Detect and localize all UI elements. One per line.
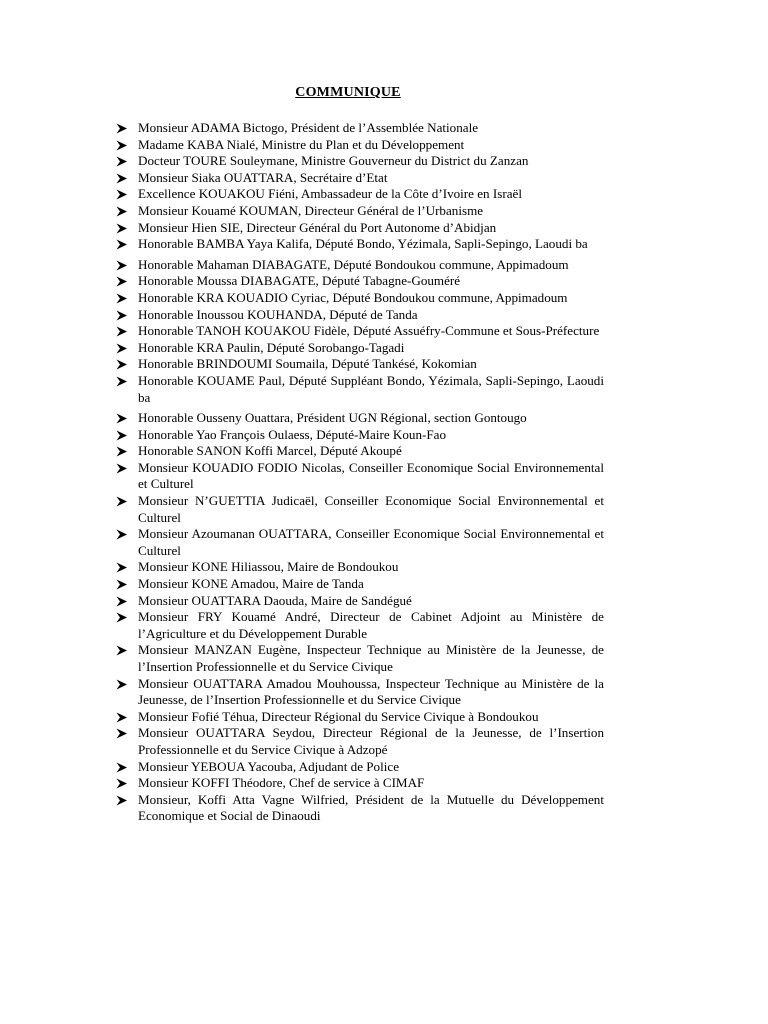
arrow-bullet-icon [116, 239, 128, 250]
list-item [114, 373, 604, 406]
list-item-text: Honorable KOUAME Paul, Député Suppléant Bondo, Yézimala, Sapli-Sepingo, Laoudi ba [138, 372, 604, 405]
attendee-list [114, 120, 604, 825]
list-item-text: Monsieur MANZAN Eugène, Inspecteur Technique au Ministère de la Jeunesse, de l’Insertion Professionnelle et du Service Civique [138, 642, 604, 674]
arrow-bullet-icon [116, 359, 128, 370]
list-item-text: Monsieur KOUADIO FODIO Nicolas, Conseiller Economique Social Environnemental et Culturel [138, 459, 604, 492]
list-item-text: Monsieur FRY Kouamé André, Directeur de Cabinet Adjoint au Ministère de l’Agriculture et du Développement Durable [138, 609, 604, 641]
list-item-text: Docteur TOURE Souleymane, Ministre Gouverneur du District du Zanzan [138, 153, 529, 169]
list-item [114, 290, 604, 307]
list-item [114, 709, 604, 726]
list-item-text: Honorable Moussa DIABAGATE, Député Tabagne-Gouméré [138, 273, 461, 289]
list-item-text: Madame KABA Nialé, Ministre du Plan et du Développement [138, 136, 465, 152]
list-item-text: Monsieur KONE Amadou, Maire de Tanda [138, 576, 364, 592]
arrow-bullet-icon [116, 562, 128, 573]
arrow-bullet-icon [116, 223, 128, 234]
list-item [114, 526, 604, 559]
arrow-bullet-icon [116, 762, 128, 773]
list-item-text: Honorable Yao François Oulaess, Député-Maire Koun-Fao [138, 426, 447, 442]
arrow-bullet-icon [116, 123, 128, 134]
list-item-text: Monsieur KONE Hiliassou, Maire de Bondoukou [138, 559, 399, 575]
list-item-text: Monsieur Kouamé KOUMAN, Directeur Général de l’Urbanisme [138, 202, 484, 218]
list-item-text: Monsieur Azoumanan OUATTARA, Conseiller Economique Social Environnemental et Culturel [138, 526, 604, 558]
list-item [114, 642, 604, 675]
arrow-bullet-icon [116, 293, 128, 304]
list-item-text: Monsieur Hien SIE, Directeur Général du Port Autonome d’Abidjan [138, 219, 497, 235]
arrow-bullet-icon [116, 778, 128, 789]
list-item [114, 792, 604, 825]
arrow-bullet-icon [116, 206, 128, 217]
list-item [114, 609, 604, 642]
page-title: COMMUNIQUE [295, 85, 401, 100]
list-item [114, 186, 604, 203]
arrow-bullet-icon [116, 140, 128, 151]
arrow-bullet-icon [116, 463, 128, 474]
list-item [114, 443, 604, 460]
arrow-bullet-icon [116, 446, 128, 457]
arrow-bullet-icon [116, 260, 128, 271]
list-item-text: Honorable BRINDOUMI Soumaila, Député Tankésé, Kokomian [138, 356, 477, 372]
list-item-text: Honorable Ousseny Ouattara, Président UGN Régional, section Gontougo [138, 410, 527, 426]
arrow-bullet-icon [116, 310, 128, 321]
list-item [114, 410, 604, 427]
list-item [114, 120, 604, 137]
list-item [114, 203, 604, 220]
list-item [114, 593, 604, 610]
list-item-text: Monsieur OUATTARA Daouda, Maire de Sandégué [138, 592, 412, 608]
arrow-bullet-icon [116, 679, 128, 690]
arrow-bullet-icon [116, 596, 128, 607]
list-item-text: Monsieur Fofié Téhua, Directeur Régional du Service Civique à Bondoukou [138, 708, 539, 724]
arrow-bullet-icon [116, 430, 128, 441]
arrow-bullet-icon [116, 612, 128, 623]
arrow-bullet-icon [116, 712, 128, 723]
arrow-bullet-icon [116, 276, 128, 287]
list-item [114, 273, 604, 290]
list-item-text: Monsieur, Koffi Atta Vagne Wilfried, Président de la Mutuelle du Développement Economique et Social de Dinaoudi [138, 791, 604, 824]
list-item-text: Honorable KRA Paulin, Député Sorobango-Tagadi [138, 339, 405, 355]
arrow-bullet-icon [116, 579, 128, 590]
list-item [114, 220, 604, 237]
list-item [114, 137, 604, 154]
list-item [114, 460, 604, 493]
list-item [114, 725, 604, 758]
arrow-bullet-icon [116, 496, 128, 507]
list-item-text: Monsieur KOFFI Théodore, Chef de service à CIMAF [138, 775, 425, 791]
list-item [114, 170, 604, 187]
list-item-text: Honorable SANON Koffi Marcel, Député Akoupé [138, 443, 402, 459]
list-item-text: Honorable KRA KOUADIO Cyriac, Député Bondoukou commune, Appimadoum [138, 289, 568, 305]
list-item-text: Monsieur OUATTARA Seydou, Directeur Régional de la Jeunesse, de l’Insertion Professionnelle et du Service Civique à Adzopé [138, 725, 604, 757]
list-item-text: Monsieur N’GUETTIA Judicaël, Conseiller Economique Social Environnemental et Culturel [138, 493, 604, 525]
list-item [114, 257, 604, 274]
list-item-text: Honorable TANOH KOUAKOU Fidèle, Député Assuéfry-Commune et Sous-Préfecture [138, 323, 600, 339]
list-item [114, 427, 604, 444]
arrow-bullet-icon [116, 645, 128, 656]
list-item [114, 236, 604, 253]
arrow-bullet-icon [116, 413, 128, 424]
list-item [114, 676, 604, 709]
list-item-text: Monsieur YEBOUA Yacouba, Adjudant de Police [138, 758, 400, 774]
list-item [114, 759, 604, 776]
arrow-bullet-icon [116, 529, 128, 540]
list-item-text: Honorable Mahaman DIABAGATE, Député Bondoukou commune, Appimadoum [138, 256, 569, 272]
list-item-text: Honorable BAMBA Yaya Kalifa, Député Bondo, Yézimala, Sapli-Sepingo, Laoudi ba [138, 236, 588, 252]
list-item [114, 775, 604, 792]
arrow-bullet-icon [116, 376, 128, 387]
list-item-text: Monsieur Siaka OUATTARA, Secrétaire d’Etat [138, 169, 388, 185]
list-item [114, 559, 604, 576]
list-item-text: Excellence KOUAKOU Fiéni, Ambassadeur de la Côte d’Ivoire en Israël [138, 186, 522, 202]
arrow-bullet-icon [116, 189, 128, 200]
arrow-bullet-icon [116, 728, 128, 739]
arrow-bullet-icon [116, 326, 128, 337]
list-item-text: Monsieur ADAMA Bictogo, Président de l’Assemblée Nationale [138, 120, 479, 135]
list-item [114, 340, 604, 357]
list-item-text: Honorable Inoussou KOUHANDA, Député de Tanda [138, 306, 418, 322]
arrow-bullet-icon [116, 173, 128, 184]
list-item [114, 307, 604, 324]
list-item [114, 493, 604, 526]
arrow-bullet-icon [116, 343, 128, 354]
list-item-text: Monsieur OUATTARA Amadou Mouhoussa, Inspecteur Technique au Ministère de la Jeunesse, de l’Insertion Professionnelle et du Service Civique [138, 675, 604, 708]
list-item [114, 153, 604, 170]
list-item [114, 576, 604, 593]
arrow-bullet-icon [116, 156, 128, 167]
list-item [114, 323, 604, 340]
list-item [114, 356, 604, 373]
arrow-bullet-icon [116, 795, 128, 806]
